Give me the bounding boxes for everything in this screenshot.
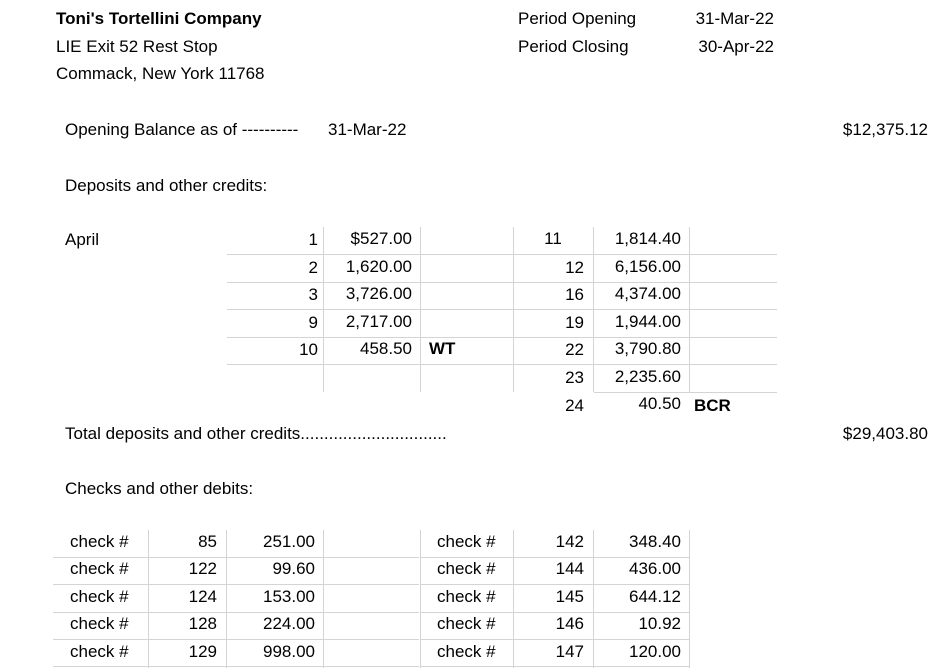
period-opening-label: Period Opening xyxy=(518,9,637,28)
check-number: 147 xyxy=(555,642,584,661)
deposit-day: 12 xyxy=(565,258,584,277)
check-label: check # xyxy=(70,614,129,633)
deposit-amount: 3,726.00 xyxy=(345,284,412,303)
check-label: check # xyxy=(437,532,496,551)
check-amount: 998.00 xyxy=(263,642,315,661)
opening-balance-label: Opening Balance as of ---------- xyxy=(65,120,299,139)
deposit-amount: 4,374.00 xyxy=(614,284,681,303)
check-label: check # xyxy=(437,614,496,633)
check-label: check # xyxy=(437,642,496,661)
deposit-day: 23 xyxy=(565,368,584,387)
check-number: 128 xyxy=(188,614,217,633)
deposit-day: 24 xyxy=(565,396,584,415)
deposit-day: 2 xyxy=(308,258,318,277)
check-number: 129 xyxy=(188,642,217,661)
deposit-amount: 6,156.00 xyxy=(614,257,681,276)
check-number: 85 xyxy=(198,532,217,551)
deposits-heading: Deposits and other credits: xyxy=(65,176,268,195)
deposit-day: 1 xyxy=(308,230,318,249)
company-name: Toni's Tortellini Company xyxy=(56,9,262,28)
check-amount: 153.00 xyxy=(263,587,315,606)
deposit-day: 10 xyxy=(299,340,318,359)
deposits-total-label: Total deposits and other credits............................... xyxy=(65,424,447,443)
check-number: 144 xyxy=(555,559,584,578)
deposit-note: BCR xyxy=(694,396,731,415)
check-amount: 251.00 xyxy=(263,532,315,551)
check-amount: 224.00 xyxy=(263,614,315,633)
check-label: check # xyxy=(70,532,129,551)
period-opening-date: 31-Mar-22 xyxy=(695,9,774,28)
opening-balance-date: 31-Mar-22 xyxy=(328,120,407,139)
check-amount: 99.60 xyxy=(272,559,315,578)
deposit-amount: 3,790.80 xyxy=(614,339,681,358)
check-label: check # xyxy=(70,587,129,606)
check-label: check # xyxy=(437,587,496,606)
opening-balance-amount: $12,375.12 xyxy=(842,120,928,139)
check-amount: 348.40 xyxy=(629,532,681,551)
deposit-amount: 1,620.00 xyxy=(345,257,412,276)
check-amount: 644.12 xyxy=(629,587,681,606)
deposit-amount: 2,235.60 xyxy=(614,367,681,386)
company-address-line1: LIE Exit 52 Rest Stop xyxy=(56,37,218,56)
check-number: 124 xyxy=(188,587,217,606)
check-number: 142 xyxy=(555,532,584,551)
deposit-amount: 2,717.00 xyxy=(345,312,412,331)
check-number: 145 xyxy=(555,587,584,606)
check-label: check # xyxy=(70,642,129,661)
check-amount: 120.00 xyxy=(629,642,681,661)
check-number: 122 xyxy=(188,559,217,578)
deposit-day: 9 xyxy=(308,313,318,332)
deposit-amount: 458.50 xyxy=(360,339,412,358)
deposits-total-amount: $29,403.80 xyxy=(842,424,928,443)
check-amount: 10.92 xyxy=(638,614,681,633)
deposit-amount: $527.00 xyxy=(350,229,412,248)
check-label: check # xyxy=(437,559,496,578)
deposit-day: 22 xyxy=(565,340,584,359)
period-closing-label: Period Closing xyxy=(518,37,629,56)
deposit-day: 11 xyxy=(544,229,562,248)
check-label: check # xyxy=(70,559,129,578)
check-number: 146 xyxy=(555,614,584,633)
deposit-day: 16 xyxy=(565,285,584,304)
company-address-line2: Commack, New York 11768 xyxy=(56,64,265,83)
deposit-amount: 1,814.40 xyxy=(614,229,681,248)
deposit-day: 3 xyxy=(308,285,318,304)
deposit-note: WT xyxy=(429,339,456,358)
period-closing-date: 30-Apr-22 xyxy=(698,37,774,56)
deposits-month: April xyxy=(65,230,100,249)
deposit-amount: 40.50 xyxy=(638,394,681,413)
deposit-amount: 1,944.00 xyxy=(614,312,681,331)
check-amount: 436.00 xyxy=(629,559,681,578)
deposit-day: 19 xyxy=(565,313,584,332)
debits-heading: Checks and other debits: xyxy=(65,479,254,498)
